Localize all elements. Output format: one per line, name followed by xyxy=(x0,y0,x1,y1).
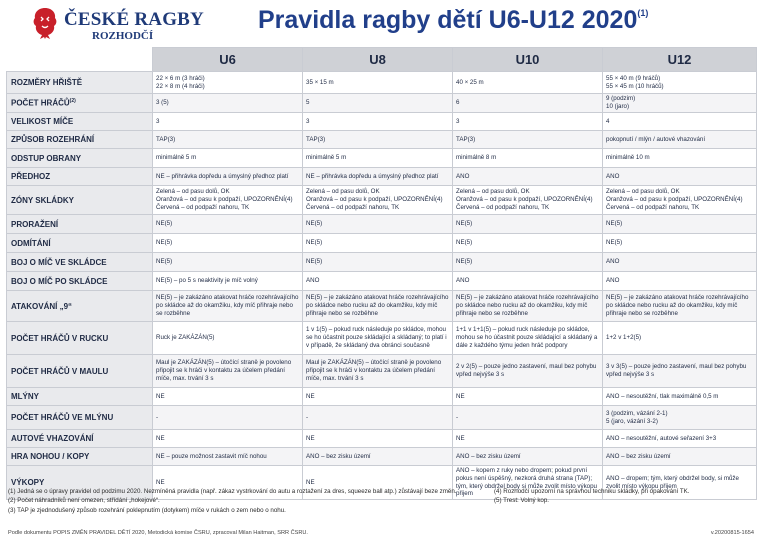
column-header-u6: U6 xyxy=(153,48,303,72)
table-cell: NE(5) – je zakázáno atakovat hráče rozehrávajícího po skládce nebo rucku až do okamžiku, kdy míč přihraje nebo se rozběhne xyxy=(603,291,757,322)
row-label xyxy=(7,149,153,168)
row-label xyxy=(7,113,153,131)
row-label-text: MLÝNY xyxy=(11,392,39,401)
table-cell: Zelená – od pasu dolů, OK Oranžová – od pasu k podpaží, UPOZORNĚNÍ(4) Červená – od podpaží nahoru, TK xyxy=(303,186,453,215)
table-cell: NE(5) xyxy=(153,215,303,234)
table-row xyxy=(7,388,757,406)
table-cell: minimálně 8 m xyxy=(453,149,603,168)
table-cell: ANO – kopem z ruky nebo dropem; pokud první pokus není úspěšný, nezkorá druhá strana (TAP); tým, který obdržel body si může zvolit místo výkopu přijem xyxy=(453,466,603,500)
table-cell: NE(5) xyxy=(453,253,603,272)
table-cell: 4 xyxy=(603,113,757,131)
table-row xyxy=(7,272,757,291)
row-label-text: POČET HRÁČŮ xyxy=(11,98,70,108)
table-cell: NE(5) – je zakázáno atakovat hráče rozehrávajícího po skládce nebo rucku až do okamžiku, kdy míč přihraje nebo se rozběhne xyxy=(453,291,603,322)
page-title-text: Pravidla ragby dětí U6-U12 2020 xyxy=(258,6,638,34)
footnote: (5) Trest: Volný kop. xyxy=(494,497,550,505)
row-label-text: AUTOVÉ VHAZOVÁNÍ xyxy=(11,434,94,443)
table-cell: 9 (podzim) 10 (jaro) xyxy=(603,94,757,113)
title-footnote-mark: (1) xyxy=(637,8,649,18)
row-label-text: PRORAŽENÍ xyxy=(11,219,59,229)
row-label xyxy=(7,72,153,94)
table-cell: NE(5) xyxy=(603,215,757,234)
table-cell: NE xyxy=(303,466,453,500)
table-cell: NE(5) xyxy=(153,253,303,272)
table-cell: NE(5) xyxy=(303,253,453,272)
table-cell: TAP(3) xyxy=(153,131,303,149)
table-cell: 3 (5) xyxy=(153,94,303,113)
row-label xyxy=(7,388,153,406)
table-cell: NE(5) xyxy=(153,234,303,253)
row-label xyxy=(7,406,153,430)
row-label-text: POČET HRÁČŮ V MAULU xyxy=(11,366,109,376)
table-row xyxy=(7,291,757,322)
table-cell: NE(5) xyxy=(303,234,453,253)
row-label xyxy=(7,215,153,234)
table-cell: 40 × 25 m xyxy=(453,72,603,94)
table-cell: ANO – bez zisku území xyxy=(453,448,603,466)
row-label xyxy=(7,355,153,388)
lion-crest-icon xyxy=(30,6,60,40)
table-cell: Maul je ZAKÁZÁN(5) – útočící straně je povoleno připojit se k hráči v kontaktu za účelem předání míče, max. trvání 3 s xyxy=(153,355,303,388)
table-cell: NE xyxy=(153,430,303,448)
table-header-row xyxy=(7,48,757,72)
row-label xyxy=(7,448,153,466)
table-row xyxy=(7,149,757,168)
table-cell: 3 xyxy=(153,113,303,131)
table-cell: ANO xyxy=(453,272,603,291)
table-cell: 2 v 2(5) – pouze jedno zastavení, maul bez pohybu vpřed nejvýše 3 s xyxy=(453,355,603,388)
table-cell: 1 v 1(5) – pokud ruck následuje po skládce, mohou se ho účastnit pouze skládající a skládaný; to platí i v případě, že skládaný dva obránci současně xyxy=(303,322,453,355)
row-label-text: BOJ O MÍČ VE SKLÁDCE xyxy=(11,257,107,267)
rules-table-body xyxy=(7,72,757,500)
table-cell: NE xyxy=(453,430,603,448)
table-cell: 3 xyxy=(453,113,603,131)
table-cell: NE(5) xyxy=(603,234,757,253)
table-cell: 55 × 40 m (9 hráčů) 55 × 45 m (10 hráčů) xyxy=(603,72,757,94)
table-cell: ANO xyxy=(453,168,603,186)
table-cell: ANO xyxy=(603,253,757,272)
table-cell: NE xyxy=(303,430,453,448)
logo-subtitle: ROZHODČÍ xyxy=(92,30,154,42)
table-cell: minimálně 10 m xyxy=(603,149,757,168)
row-label xyxy=(7,234,153,253)
table-cell: 1+1 v 1+1(5) – pokud ruck následuje po skládce, mohou se ho účastnit pouze skládající a skládaný a dále z každého týmu jeden hráč podpory xyxy=(453,322,603,355)
footer-source: Podle dokumentu POPIS ZMĚN PRAVIDEL DĚTÍ 2020, Metodická komise ČSRU, zpracoval Milan Haitman, SRR ČSRU. xyxy=(8,530,308,536)
table-cell: NE xyxy=(153,466,303,500)
table-row xyxy=(7,355,757,388)
table-cell: 5 xyxy=(303,94,453,113)
table-cell: - xyxy=(453,406,603,430)
table-cell: Zelená – od pasu dolů, OK Oranžová – od pasu k podpaží, UPOZORNĚNÍ(4) Červená – od podpaží nahoru, TK xyxy=(153,186,303,215)
row-label-footnote-mark: (2) xyxy=(69,98,76,105)
table-cell: TAP(3) xyxy=(303,131,453,149)
table-row xyxy=(7,94,757,113)
table-row xyxy=(7,430,757,448)
column-header-u10: U10 xyxy=(453,48,603,72)
footnotes-left xyxy=(8,487,488,515)
row-label-text: ODSTUP OBRANY xyxy=(11,153,82,163)
page-footer xyxy=(8,530,754,536)
table-row xyxy=(7,234,757,253)
footer-version: v.20200815-1654 xyxy=(710,530,754,536)
table-cell: ANO xyxy=(303,272,453,291)
table-row xyxy=(7,406,757,430)
row-label-text: VÝKOPY xyxy=(11,478,45,487)
table-row xyxy=(7,322,757,355)
table-cell: NE xyxy=(303,388,453,406)
row-label xyxy=(7,322,153,355)
table-cell: 6 xyxy=(453,94,603,113)
row-label xyxy=(7,94,153,113)
table-cell: ANO xyxy=(603,168,757,186)
table-cell: 3 (podzim, vázání 2-1) 5 (jaro, vázání 3-2) xyxy=(603,406,757,430)
logo-name: ČESKÉ RAGBY xyxy=(64,9,204,30)
row-label-text: PŘEDHOZ xyxy=(11,172,51,181)
column-header-u12: U12 xyxy=(603,48,757,72)
footnote: (1) Jedná se o úpravy pravidel od podzimu 2020. Nezmíněná pravidla (např. zákaz vystrkování do autu a roztažení za dres, squeeze ball atp.) zůstávají beze změn. xyxy=(8,488,457,495)
table-cell: 22 × 6 m (3 hráči) 22 × 8 m (4 hráči) xyxy=(153,72,303,94)
row-label-text: ODMÍTÁNÍ xyxy=(11,238,51,248)
table-row xyxy=(7,72,757,94)
column-header-u8: U8 xyxy=(303,48,453,72)
table-cell: NE(5) xyxy=(303,215,453,234)
table-cell: 3 xyxy=(303,113,453,131)
row-label xyxy=(7,168,153,186)
table-row xyxy=(7,186,757,215)
rules-table xyxy=(6,47,757,500)
table-cell: TAP(3) xyxy=(453,131,603,149)
row-label-text: POČET HRÁČŮ V RUCKU xyxy=(11,333,109,343)
table-cell: NE(5) – je zakázáno atakovat hráče rozehrávajícího po skládce až do okamžiku, kdy míč přihraje nebo se rozběhne xyxy=(153,291,303,322)
table-cell: ANO – bez zisku území xyxy=(603,448,757,466)
row-label-text: BOJ O MÍČ PO SKLÁDCE xyxy=(11,276,108,286)
row-label-text: ZÓNY SKLÁDKY xyxy=(11,195,74,205)
logo xyxy=(30,6,204,42)
table-row xyxy=(7,215,757,234)
table-cell: ANO xyxy=(603,272,757,291)
table-cell: minimálně 5 m xyxy=(303,149,453,168)
table-cell: NE(5) – po 5 s neaktivity je míč volný xyxy=(153,272,303,291)
table-cell: ANO – nesoutěžní, tlak maximálně 0,5 m xyxy=(603,388,757,406)
table-cell: ANO – nesoutěžní, autové seřazení 3+3 xyxy=(603,430,757,448)
row-label-text: ATAKOVÁNÍ „9“ xyxy=(11,301,73,311)
table-cell: NE xyxy=(453,388,603,406)
table-cell: NE(5) xyxy=(453,234,603,253)
table-cell: ANO – bez zisku území xyxy=(303,448,453,466)
table-corner xyxy=(7,48,153,72)
page-title xyxy=(258,6,648,35)
footnotes-right xyxy=(494,487,754,506)
table-cell: 35 × 15 m xyxy=(303,72,453,94)
row-label xyxy=(7,131,153,149)
table-cell: - xyxy=(303,406,453,430)
row-label xyxy=(7,253,153,272)
row-label xyxy=(7,430,153,448)
table-cell: minimálně 5 m xyxy=(153,149,303,168)
row-label-text: POČET HRÁČŮ VE MLÝNU xyxy=(11,413,114,422)
table-row xyxy=(7,131,757,149)
row-label-text: HRA NOHOU / KOPY xyxy=(11,452,90,461)
table-row xyxy=(7,168,757,186)
row-label xyxy=(7,186,153,215)
row-label-text: VELIKOST MÍČE xyxy=(11,117,74,126)
table-cell: NE(5) xyxy=(453,215,603,234)
table-cell: pokopnutí / mlýn / autové vhazování xyxy=(603,131,757,149)
footnote: (3) TAP je zjednodušený způsob rozehrání poklepnutím (dotykem) míče v rukách o zem nebo o nohu. xyxy=(8,506,286,514)
table-cell: - xyxy=(153,406,303,430)
table-cell: NE(5) – je zakázáno atakovat hráče rozehrávajícího po skládce nebo rucku až do okamžiku, kdy míč přihraje nebo se rozběhne xyxy=(303,291,453,322)
table-row xyxy=(7,253,757,272)
table-cell: NE xyxy=(153,388,303,406)
table-cell: 3 v 3(5) – pouze jedno zastavení, maul bez pohybu vpřed nejvýše 3 s xyxy=(603,355,757,388)
table-row xyxy=(7,448,757,466)
table-cell: 1+2 v 1+2(5) xyxy=(603,322,757,355)
table-cell: NE – přihrávka dopředu a úmyslný předhoz platí xyxy=(303,168,453,186)
row-label xyxy=(7,291,153,322)
table-cell: NE – přihrávka dopředu a úmyslný předhoz platí xyxy=(153,168,303,186)
table-cell: Zelená – od pasu dolů, OK Oranžová – od pasu k podpaží, UPOZORNĚNÍ(4) Červená – od podpaží nahoru, TK xyxy=(453,186,603,215)
footnote: (2) Počet náhradníků není omezen, střídání „hokejové“. xyxy=(8,497,160,505)
table-cell: ANO – dropem; tým, který obdržel body, si může zvolit místo výkopu přijem xyxy=(603,466,757,500)
table-cell: NE – pouze možnost zastavit míč nohou xyxy=(153,448,303,466)
row-label-text: ROZMĚRY HŘIŠTĚ xyxy=(11,78,83,87)
table-cell: Maul je ZAKÁZÁN(5) – útočící straně je povoleno připojit se k hráči v kontaktu za účelem předání míče, max. trvání 3 s xyxy=(303,355,453,388)
table-row xyxy=(7,113,757,131)
footnote: (4) Rozhodčí upozorní na správnou techniku skládky, při opakování TK. xyxy=(494,488,690,495)
table-cell: Zelená – od pasu dolů, OK Oranžová – od pasu k podpaží, UPOZORNĚNÍ(4) Červená – od podpaží nahoru, TK xyxy=(603,186,757,215)
row-label-text: ZPŮSOB ROZEHRÁNÍ xyxy=(11,135,95,144)
table-cell: Ruck je ZAKÁZÁN(5) xyxy=(153,322,303,355)
row-label xyxy=(7,272,153,291)
